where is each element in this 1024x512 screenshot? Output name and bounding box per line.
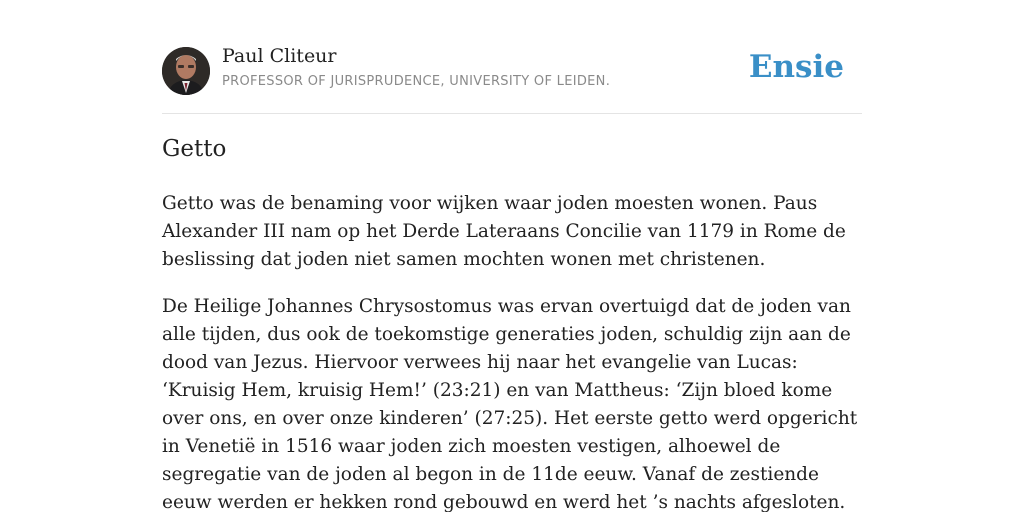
- article-body: [162, 190, 862, 512]
- article-title: Getto: [162, 136, 227, 162]
- avatar[interactable]: [162, 47, 210, 95]
- author-header: [162, 0, 862, 114]
- author-photo: [162, 47, 210, 95]
- author-title: PROFESSOR OF JURISPRUDENCE, UNIVERSITY OF LEIDEN.: [222, 74, 611, 89]
- article-paragraph: Getto was de benaming voor wijken waar joden moesten wonen. Paus Alexander III nam op het Derde Lateraans Concilie van 1179 in Rome de beslissing dat joden niet samen mochten wonen met christenen.: [162, 193, 846, 270]
- content-column: [162, 0, 862, 512]
- author-name[interactable]: Paul Cliteur: [222, 45, 337, 67]
- brand-logo[interactable]: Ensie: [748, 49, 844, 85]
- article-paragraph: De Heilige Johannes Chrysostomus was ervan overtuigd dat de joden van alle tijden, dus ook de toekomstige generaties joden, schuldig zijn aan de dood van Jezus. Hiervoor verwees hij naar het evangelie van Lucas: ‘Kruisig Hem, kruisig Hem!’ (23:21) en van Mattheus: ‘Zijn bloed kome over ons, en over onze kinderen’ (27:25). Het eerste getto werd opgericht in Venetië in 1516 waar joden zich moesten vestigen, alhoewel de segregatie van de joden al begon in de 11de eeuw. Vanaf de zestiende eeuw werden er hekken rond gebouwd en werd het ’s nachts afgesloten.: [162, 296, 858, 512]
